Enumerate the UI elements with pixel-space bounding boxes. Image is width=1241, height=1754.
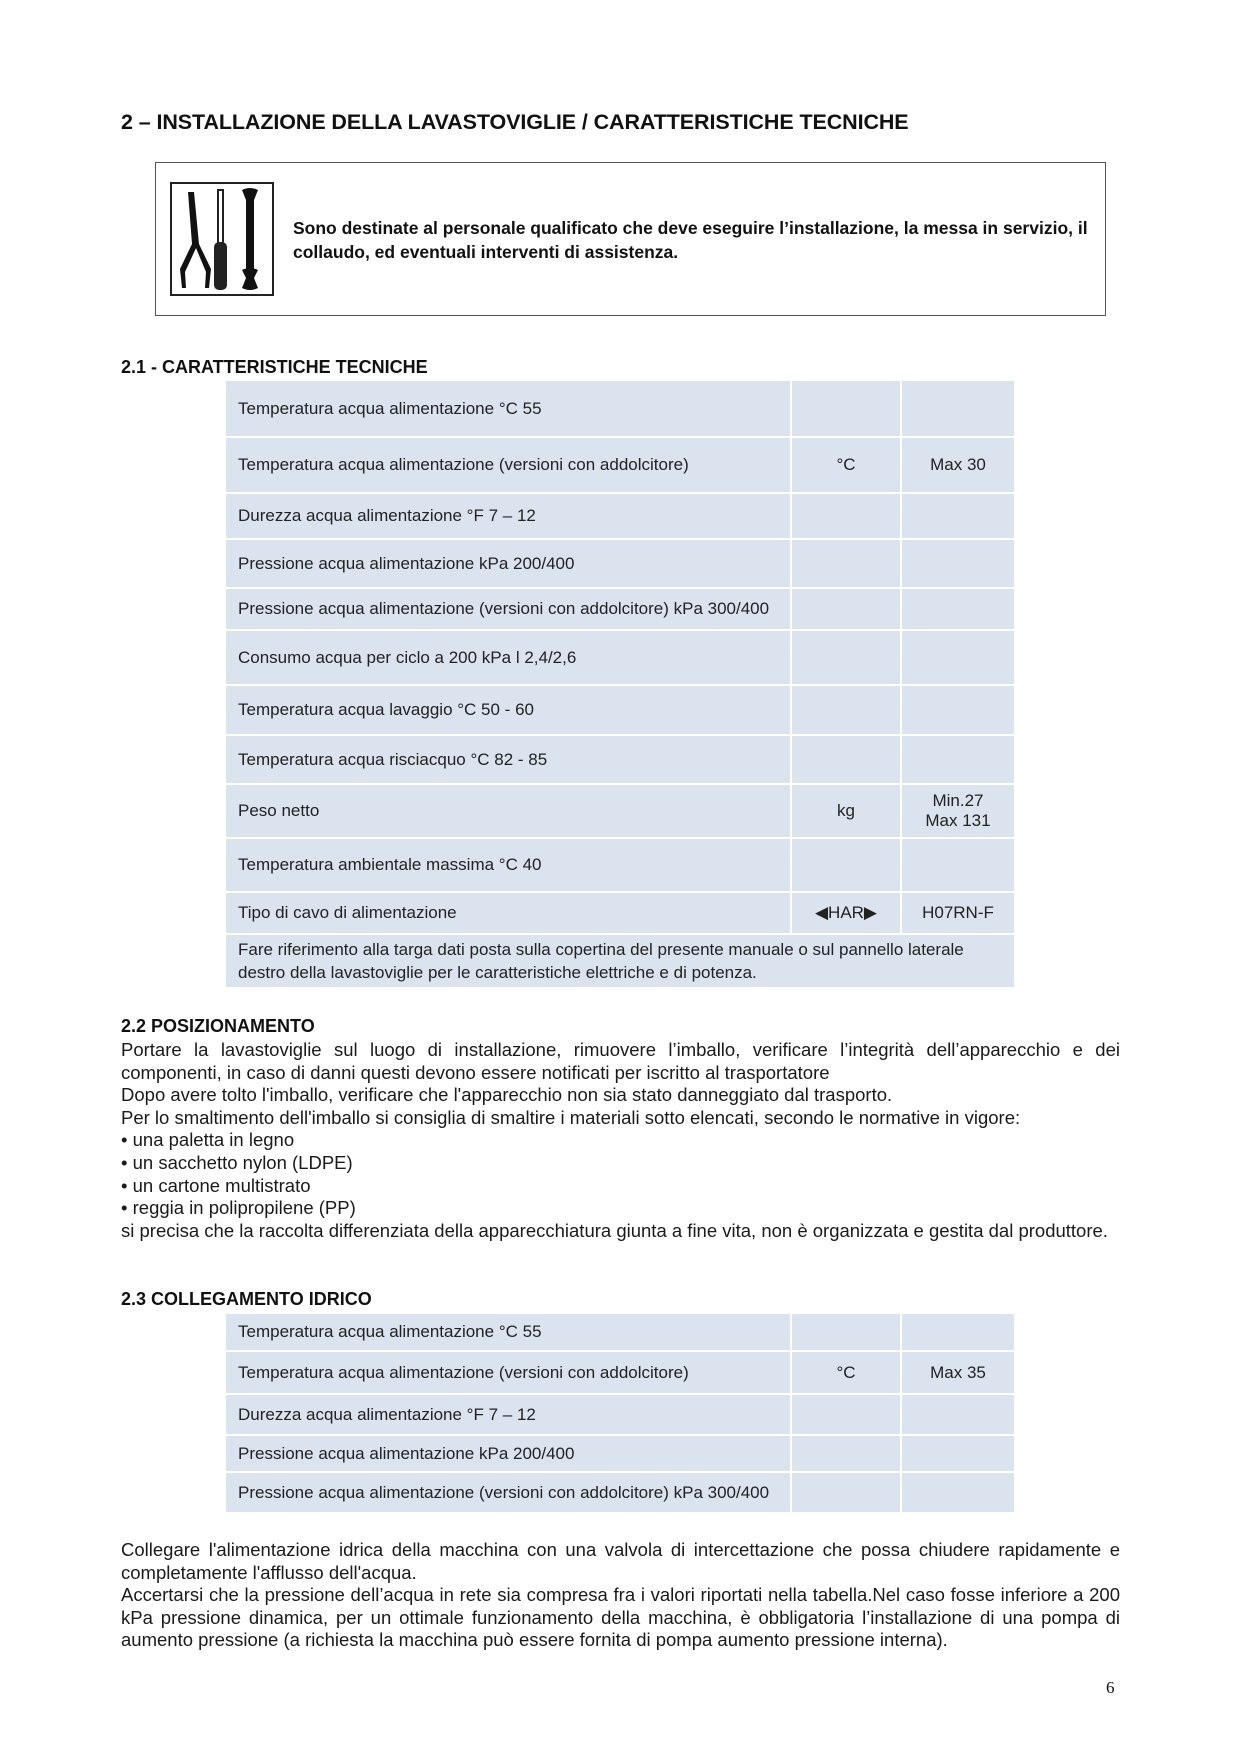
list-item: • reggia in polipropilene (PP) (121, 1197, 356, 1219)
spec-label: Pressione acqua alimentazione kPa 200/400 (226, 1436, 790, 1471)
table-row (226, 1314, 1014, 1350)
spec-value: Max 35 (902, 1352, 1014, 1393)
spec-label: Pressione acqua alimentazione (versioni con addolcitore) kPa 300/400 (226, 1473, 790, 1512)
spec-value (902, 631, 1014, 684)
spec-label: Peso netto (226, 785, 790, 837)
spec-unit (792, 1395, 900, 1434)
page-title: 2 – INSTALLAZIONE DELLA LAVASTOVIGLIE / CARATTERISTICHE TECNICHE (121, 110, 909, 134)
table-row (226, 589, 1014, 629)
spec-value (902, 494, 1014, 538)
table-row (226, 686, 1014, 734)
positioning-text (121, 1039, 1120, 1242)
paragraph: Portare la lavastoviglie sul luogo di installazione, rimuovere l’imballo, verificare l’integrità dell’apparecchio e dei componenti, in caso di danni questi devono essere notificati per iscritto al trasportatore (121, 1039, 1120, 1083)
table-row (226, 381, 1014, 436)
spec-unit (792, 540, 900, 587)
list-item: • una paletta in legno (121, 1129, 295, 1151)
paragraph: Accertarsi che la pressione dell’acqua in rete sia compresa fra i valori riportati nella tabella.Nel caso fosse inferiore a 200 kPa pressione dinamica, per un ottimale funzionamento della macchina, è obbligatoria l’installazione di una pompa di aumento pressione (a richiesta la macchina può essere fornita di pompa aumento pressione interna). (121, 1584, 1120, 1651)
spec-label: Consumo acqua per ciclo a 200 kPa l 2,4/2,6 (226, 631, 790, 684)
spec-label: Pressione acqua alimentazione kPa 200/400 (226, 540, 790, 587)
paragraph: Per lo smaltimento dell'imballo si consiglia di smaltire i materiali sotto elencati, secondo le normative in vigore: (121, 1106, 1021, 1128)
spec-label: Temperatura acqua lavaggio °C 50 - 60 (226, 686, 790, 734)
value: Max 131 (925, 811, 991, 830)
spec-value (902, 785, 1014, 837)
spec-label: Temperatura acqua risciacquo °C 82 - 85 (226, 736, 790, 783)
water-connection-table (226, 1314, 1014, 1514)
water-connection-text (121, 1539, 1120, 1652)
tools-icon (170, 182, 274, 296)
section-2-3-heading: 2.3 COLLEGAMENTO IDRICO (121, 1289, 372, 1309)
table-row (226, 839, 1014, 891)
spec-unit (792, 686, 900, 734)
table-row (226, 1473, 1014, 1512)
table-row (226, 494, 1014, 538)
spec-unit (792, 839, 900, 891)
spec-label: Temperatura ambientale massima °C 40 (226, 839, 790, 891)
spec-unit (792, 1436, 900, 1471)
list-item: • un cartone multistrato (121, 1174, 311, 1196)
table-row (226, 631, 1014, 684)
table-note-row (226, 935, 1014, 987)
spec-value: Max 30 (902, 438, 1014, 492)
spec-unit: kg (792, 785, 900, 837)
section-2-1-heading: 2.1 - CARATTERISTICHE TECNICHE (121, 357, 428, 377)
spec-unit: °C (792, 438, 900, 492)
spec-unit: °C (792, 1352, 900, 1393)
spec-label: Tipo di cavo di alimentazione (226, 893, 790, 933)
spec-unit (792, 589, 900, 629)
spec-label: Temperatura acqua alimentazione °C 55 (226, 381, 790, 436)
spec-unit (792, 631, 900, 684)
spec-value (902, 1395, 1014, 1434)
spec-label: Temperatura acqua alimentazione (versioni con addolcitore) (226, 1352, 790, 1393)
spec-label: Temperatura acqua alimentazione (versioni con addolcitore) (226, 438, 790, 492)
spec-unit (792, 1314, 900, 1350)
spec-unit (792, 494, 900, 538)
table-note: Fare riferimento alla targa dati posta sulla copertina del presente manuale o sul pannello laterale destro della lavastoviglie per le caratteristiche elettriche e di potenza. (226, 935, 1014, 987)
spec-value (902, 589, 1014, 629)
spec-label: Temperatura acqua alimentazione °C 55 (226, 1314, 790, 1350)
table-row (226, 893, 1014, 933)
spec-label: Durezza acqua alimentazione °F 7 – 12 (226, 494, 790, 538)
notice-text: Sono destinate al personale qualificato che deve eseguire l’installazione, la messa in servizio, il collaudo, ed eventuali interventi di assistenza. (293, 218, 1088, 262)
table-row (226, 1352, 1014, 1393)
spec-label: Pressione acqua alimentazione (versioni con addolcitore) kPa 300/400 (226, 589, 790, 629)
technical-specs-table (226, 381, 1014, 989)
table-row (226, 438, 1014, 492)
spec-label: Durezza acqua alimentazione °F 7 – 12 (226, 1395, 790, 1434)
section-2-2-heading: 2.2 POSIZIONAMENTO (121, 1016, 315, 1036)
qualified-personnel-notice (155, 162, 1106, 316)
page-number: 6 (1106, 1678, 1115, 1697)
spec-value (902, 736, 1014, 783)
spec-unit (792, 381, 900, 436)
paragraph: si precisa che la raccolta differenziata della apparecchiatura giunta a fine vita, non è organizzata e gestita dal produttore. (121, 1219, 1108, 1241)
spec-value: H07RN-F (902, 893, 1014, 933)
spec-value (902, 1314, 1014, 1350)
table-row (226, 540, 1014, 587)
spec-value (902, 540, 1014, 587)
spec-value (902, 1436, 1014, 1471)
list-item: • un sacchetto nylon (LDPE) (121, 1151, 353, 1173)
spec-value (902, 1473, 1014, 1512)
spec-value (902, 686, 1014, 734)
paragraph: Dopo avere tolto l'imballo, verificare che l'apparecchio non sia stato danneggiato dal trasporto. (121, 1084, 893, 1106)
table-row (226, 785, 1014, 837)
paragraph: Collegare l'alimentazione idrica della macchina con una valvola di intercettazione che possa chiudere rapidamente e completamente l'afflusso dell'acqua. (121, 1539, 1120, 1583)
spec-value (902, 839, 1014, 891)
spec-unit (792, 1473, 900, 1512)
spec-unit: ◀HAR▶ (792, 893, 900, 933)
table-row (226, 1436, 1014, 1471)
spec-value (902, 381, 1014, 436)
spec-unit (792, 736, 900, 783)
table-row (226, 1395, 1014, 1434)
value: Min.27 (932, 791, 984, 810)
table-row (226, 736, 1014, 783)
